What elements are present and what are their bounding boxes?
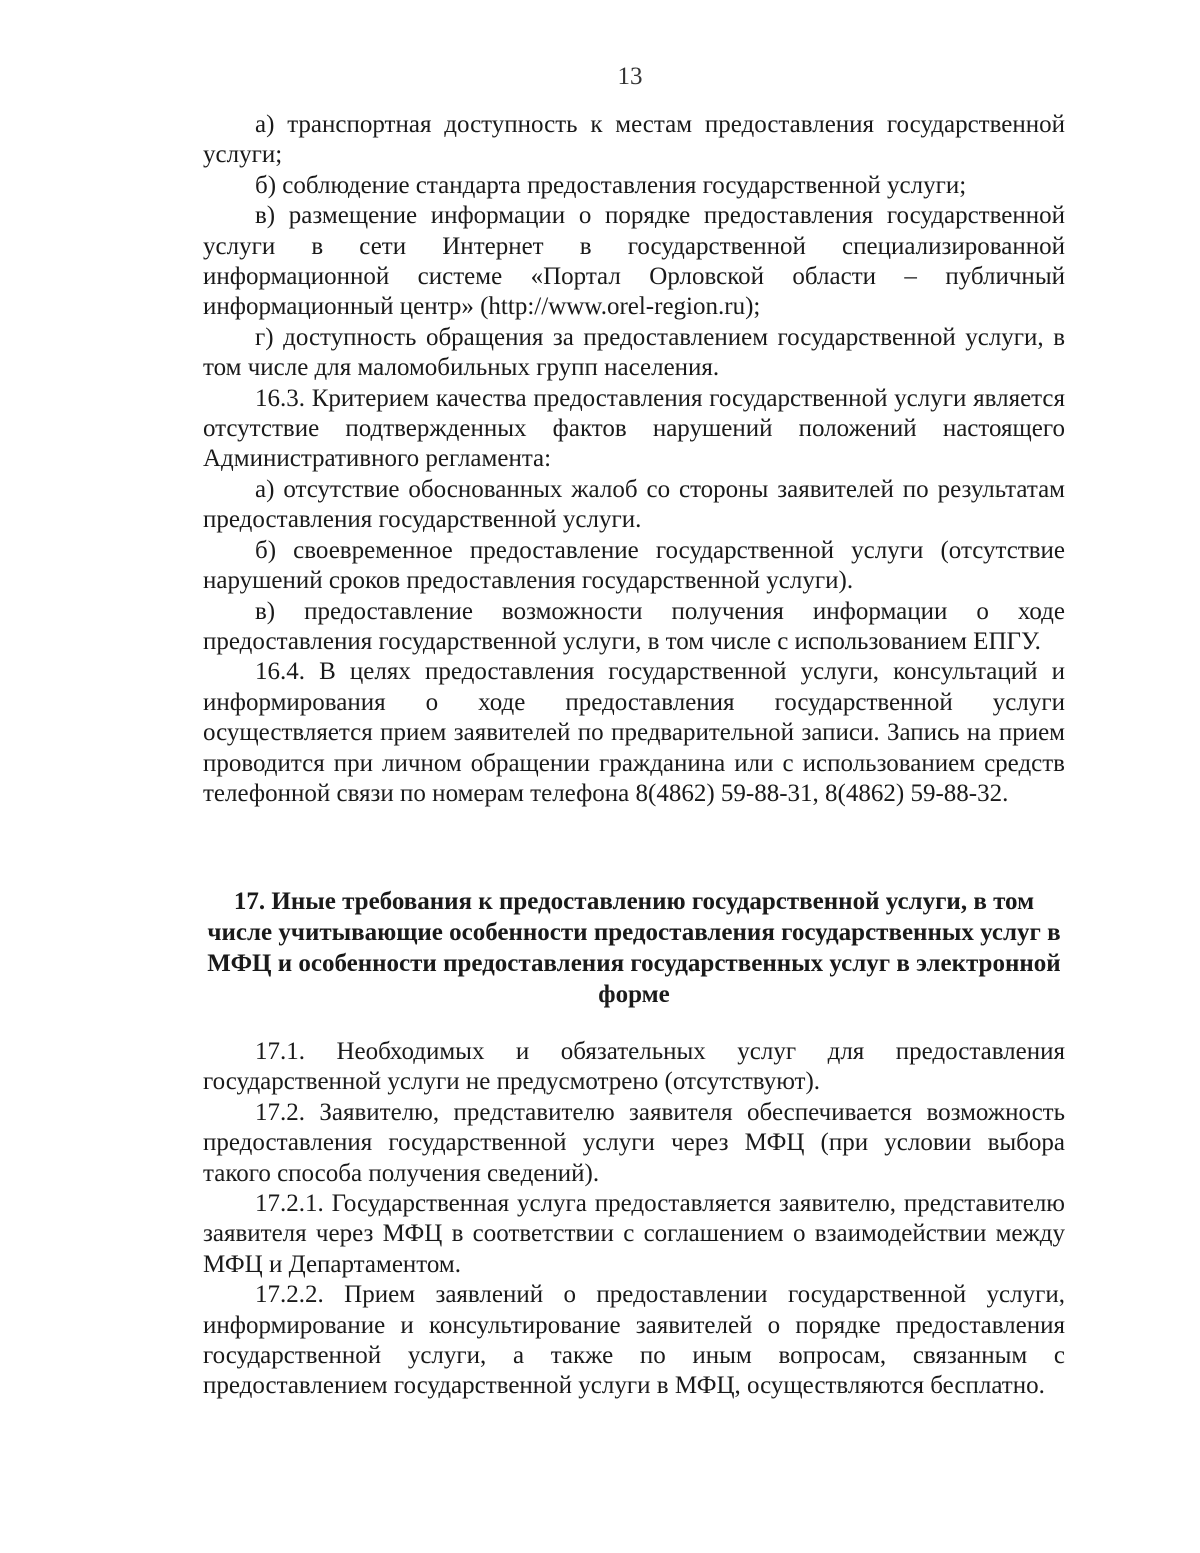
paragraph-16-2-g: г) доступность обращения за предоставлением государственной услуги, в том числе для маломобильных групп населения.	[203, 323, 1065, 382]
paragraph-17-1: 17.1. Необходимых и обязательных услуг для предоставления государственной услуги не предусмотрено (отсутствуют).	[203, 1038, 1065, 1096]
section-heading-17: 17. Иные требования к предоставлению государственной услуги, в том числе учитывающие особенности предоставления государственных услуг в МФЦ и особенности предоставления государственных услуг в электронной форме	[207, 888, 1061, 1008]
paragraph-16-2-a: а) транспортная доступность к местам предоставления государственной услуги;	[203, 111, 1065, 169]
paragraph-16-2-b: б) соблюдение стандарта предоставления государственной услуги;	[255, 171, 967, 199]
paragraph-17-2-2: 17.2.2. Прием заявлений о предоставлении государственной услуги, информирование и консультирование заявителей о порядке предоставления государственной услуги, а также по иным вопросам, связанным с предоставлением государственной услуги в МФЦ, осуществляются бесплатно.	[203, 1281, 1065, 1400]
page-number: 13	[617, 63, 643, 90]
paragraph-16-4: 16.4. В целях предоставления государственной услуги, консультаций и информирования о ходе предоставления государственной услуги осуществляется прием заявителей по предварительной записи. Запись на прием проводится при личном обращении гражданина или с использованием средств телефонной связи по номерам телефона 8(4862) 59-88-31, 8(4862) 59-88-32.	[203, 658, 1065, 807]
paragraphs-bottom	[203, 1037, 1065, 1402]
paragraph-16-3-a: а) отсутствие обоснованных жалоб со стороны заявителей по результатам предоставления государственной услуги.	[203, 475, 1065, 534]
paragraph-16-2-v: в) размещение информации о порядке предоставления государственной услуги в сети Интернет в государственной специализированной информационной системе «Портал Орловской области – публичный информационный центр» (http://www.orel-region.ru);	[203, 202, 1065, 321]
paragraph-16-3-b: б) своевременное предоставление государственной услуги (отсутствие нарушений сроков предоставления государственной услуги).	[203, 536, 1065, 595]
paragraph-16-3-v: в) предоставление возможности получения информации о ходе предоставления государственной услуги, в том числе с использованием ЕПГУ.	[203, 597, 1065, 655]
paragraph-17-2-1: 17.2.1. Государственная услуга предоставляется заявителю, представителю заявителя через МФЦ в соответствии с соглашением о взаимодействии между МФЦ и Департаментом.	[203, 1190, 1065, 1278]
paragraph-17-2: 17.2. Заявителю, представителю заявителя обеспечивается возможность предоставления государственной услуги через МФЦ (при условии выбора такого способа получения сведений).	[203, 1098, 1065, 1187]
paragraphs-top	[203, 110, 1065, 809]
paragraph-16-3: 16.3. Критерием качества предоставления государственной услуги является отсутствие подтвержденных фактов нарушений положений настоящего Административного регламента:	[203, 384, 1065, 473]
